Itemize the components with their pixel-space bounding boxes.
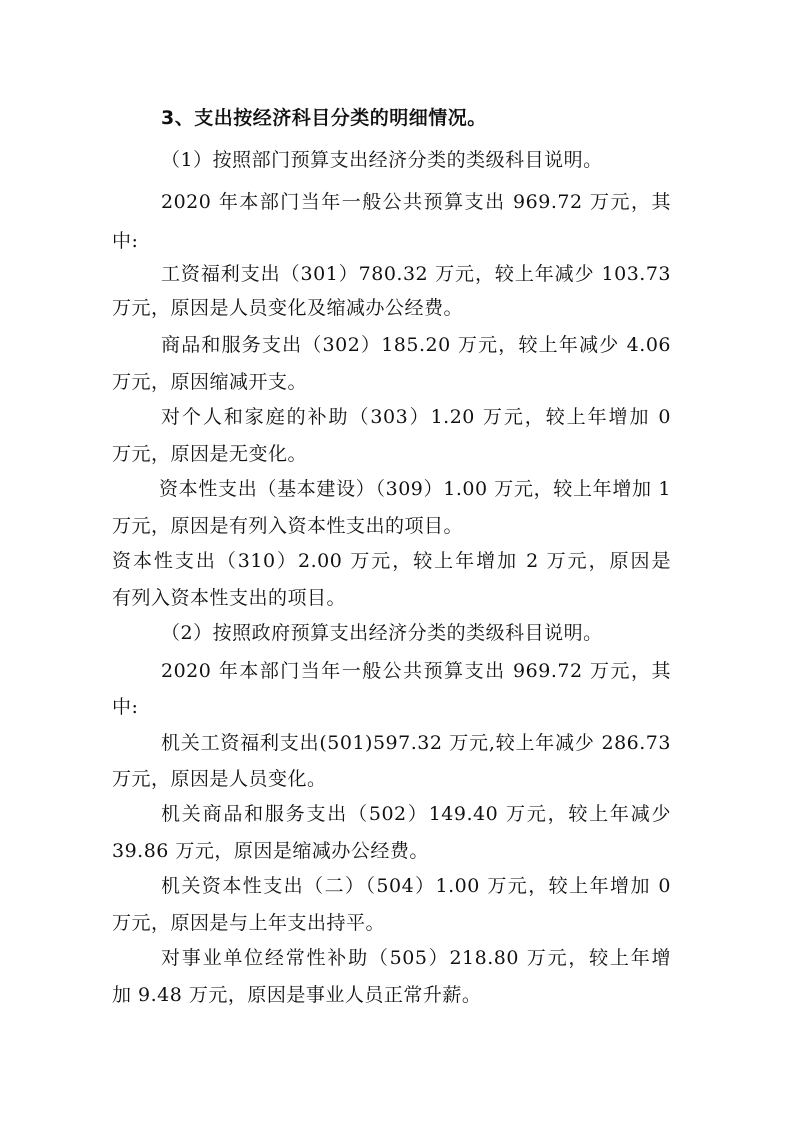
item-302-line-2: 万元，原因缩减开支。 — [112, 371, 308, 393]
summary-line-1: 2020 年本部门当年一般公共预算支出 969.72 万元，其 — [161, 191, 671, 213]
section-heading: 3、支出按经济科目分类的明细情况。 — [161, 107, 487, 129]
item-501-line-1: 机关工资福利支出(501)597.32 万元,较上年减少 286.73 — [161, 732, 671, 754]
item-505-line-2: 加 9.48 万元，原因是事业人员正常升薪。 — [112, 984, 482, 1006]
subsection-title-1: （1）按照部门预算支出经济分类的类级科目说明。 — [161, 149, 603, 171]
summary-line-2: 中: — [112, 230, 139, 252]
item-301-line-2: 万元，原因是人员变化及缩减办公经费。 — [112, 297, 464, 319]
item-309-line-1: 资本性支出（基本建设）（309）1.00 万元，较上年增加 1 — [159, 478, 671, 500]
item-309-line-2: 万元，原因是有列入资本性支出的项目。 — [112, 515, 464, 537]
item-505-line-1: 对事业单位经常性补助（505）218.80 万元，较上年增 — [161, 947, 671, 969]
item-310-line-1: 资本性支出（310）2.00 万元，较上年增加 2 万元，原因是 — [112, 550, 671, 572]
item-302-line-1: 商品和服务支出（302）185.20 万元，较上年减少 4.06 — [161, 334, 671, 356]
item-501-line-2: 万元，原因是人员变化。 — [112, 768, 327, 790]
item-301-line-1: 工资福利支出（301）780.32 万元，较上年减少 103.73 — [161, 263, 671, 285]
summary2-line-1: 2020 年本部门当年一般公共预算支出 969.72 万元，其 — [161, 660, 671, 682]
item-504-line-1: 机关资本性支出（二）（504）1.00 万元，较上年增加 0 — [161, 875, 671, 897]
item-303-line-2: 万元，原因是无变化。 — [112, 443, 308, 465]
item-502-line-2: 39.86 万元，原因是缩减办公经费。 — [112, 840, 429, 862]
summary2-line-2: 中: — [112, 696, 139, 718]
item-310-line-2: 有列入资本性支出的项目。 — [112, 587, 347, 609]
item-303-line-1: 对个人和家庭的补助（303）1.20 万元，较上年增加 0 — [161, 406, 671, 428]
subsection-title-2: （2）按照政府预算支出经济分类的类级科目说明。 — [161, 622, 603, 644]
item-502-line-1: 机关商品和服务支出（502）149.40 万元，较上年减少 — [161, 803, 671, 825]
item-504-line-2: 万元，原因是与上年支出持平。 — [112, 912, 386, 934]
